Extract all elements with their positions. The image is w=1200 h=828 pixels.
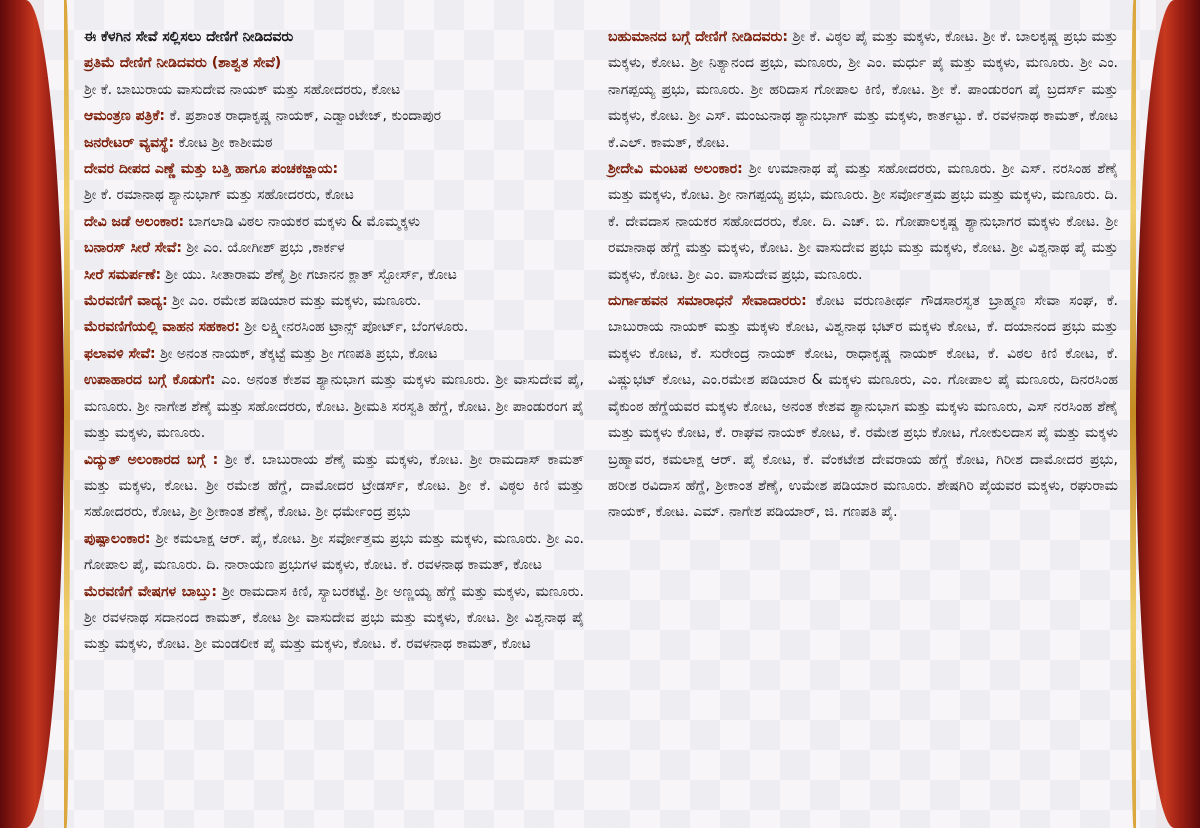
list-item: ಶ್ರೀ ಕೆ. ರಮಾನಾಥ ಶ್ಯಾನುಭಾಗ್ ಮತ್ತು ಸಹೋದರರು, ಕೋಟ [84,187,354,204]
list-item: ಶ್ರೀದೇವಿ ಮಂಟಪ ಅಲಂಕಾರ: ಶ್ರೀ ಉಮಾನಾಥ ಪೈ ಮತ್ತು ಸಹೋದರರು, ಮಣೂರು. ಶ್ರೀ ಎಸ್. ನರಸಿಂಹ ಶೆಣೈ ಮತ್ತು ಮಕ್ಕಳು, ಕೋಟ. ಶ್ರೀ ನಾಗಪ್ಪಯ್ಯ ಪ್ರಭು, ಮಣೂರು. ಶ್ರೀ ಸರ್ವೋತ್ತಮ ಪ್ರಭು ಮತ್ತು ಮಕ್ಕಳು, ಮಣೂರು. ದಿ. ಕೆ. ದೇವದಾಸ ನಾಯಕರ ಸಹೋದರರು, ಕೋ. ದಿ. ಎಚ್. ಬಿ. ಗೋಪಾಲಕೃಷ್ಣ ಶ್ಯಾನುಭಾಗರ ಮಕ್ಕಳು ಕೋಟ. ಶ್ರೀ ರಮಾನಾಥ ಹೆಗ್ಡೆ ಮತ್ತು ಮಕ್ಕಳು, ಕೋಟ. ಶ್ರೀ ವಾಸುದೇವ ಪ್ರಭು ಮತ್ತು ಮಕ್ಕಳು, ಕೋಟ. ಶ್ರೀ ವಿಶ್ವನಾಥ ಪೈ ಮತ್ತು ಮಕ್ಕಳು, ಕೋಟ. ಶ್ರೀ ಎಂ. ವಾಸುದೇವ ಪ್ರಭು, ಮಣೂರು. [608,161,1118,283]
list-item: ದೇವರ ದೀಪದ ಎಣ್ಣೆ ಮತ್ತು ಬತ್ತಿ ಹಾಗೂ ಪಂಚಕಜ್ಜಾಯ: [84,161,339,178]
list-item: ಸೀರೆ ಸಮರ್ಪಣೆ: ಶ್ರೀ ಯು. ಸೀತಾರಾಮ ಶೆಣೈ ಶ್ರೀ ಗಜಾನನ ಕ್ಲಾತ್ ಸ್ಟೋರ್ಸ್, ಕೋಟ [84,266,457,283]
list-item: ಮೆರವಣಿಗೆಯಲ್ಲಿ ವಾಹನ ಸಹಕಾರ: ಶ್ರೀ ಲಕ್ಷ್ಮೀನರಸಿಂಹ ಟ್ರಾನ್ಸ್ ಪೋರ್ಟ್, ಬೆಂಗಳೂರು. [84,319,469,336]
list-item: ದುರ್ಗಾಹವನ ಸಮಾರಾಧನೆ ಸೇವಾದಾರರು: ಕೋಟ ವರುಣತೀರ್ಥ ಗೌಡಸಾರಸ್ವತ ಬ್ರಾಹ್ಮಣ ಸೇವಾ ಸಂಘ, ಕೆ. ಬಾಬುರಾಯ ನಾಯಕ್ ಮತ್ತು ಮಕ್ಕಳು ಕೋಟ, ವಿಶ್ವನಾಥ ಭಟ್‌ರ ಮಕ್ಕಳು ಕೋಟ, ಕೆ. ದಯಾನಂದ ಪ್ರಭು ಮತ್ತು ಮಕ್ಕಳು ಕೋಟ, ಕೆ. ಸುರೇಂದ್ರ ನಾಯಕ್ ಕೋಟ, ರಾಧಾಕೃಷ್ಣ ನಾಯಕ್ ಕೋಟ, ಕೆ. ವಿಠಲ ಕಿಣಿ ಕೋಟ, ಕೆ. ವಿಷ್ಣುಭಟ್ ಕೋಟ, ಎಂ.ರಮೇಶ ಪಡಿಯಾರ & ಮಕ್ಕಳು ಮಣೂರು, ಎಂ. ಗೋಪಾಲ ಪೈ ಮಣೂರು, ದಿನರಸಿಂಹ ವೈಕುಂಠ ಹೆಗ್ಡೆಯವರ ಮಕ್ಕಳು ಕೋಟ, ಅನಂತ ಕೇಶವ ಶ್ಯಾನುಭಾಗ ಮತ್ತು ಮಕ್ಕಳು ಮಣೂರು, ಎಸ್ ನರಸಿಂಹ ಶೆಣೈ ಮತ್ತು ಮಕ್ಕಳು ಕೋಟ, ಕೆ. ರಾಘವ ನಾಯಕ್ ಕೋಟ, ಕೆ. ರಮೇಶ ಪ್ರಭು ಕೋಟ, ಗೋಕುಲದಾಸ ಪೈ ಮತ್ತು ಮಕ್ಕಳು ಬ್ರಹ್ಮಾವರ, ಕಮಲಾಕ್ಷ ಆರ್. ಪೈ ಕೋಟ, ಕೆ. ವೆಂಕಟೇಶ ದೇವರಾಯ ಹೆಗ್ಡೆ ಕೋಟ, ಗಿರೀಶ ದಾಮೋದರ ಪ್ರಭು, ಹರೀಶ ರವಿದಾಸ ಹೆಗ್ಡೆ, ಶ್ರೀಕಾಂತ ಶೆಣೈ, ಉಮೇಶ ಪಡಿಯಾರ ಮಣೂರು. ಶೇಷಗಿರಿ ಪೈಯವರ ಮಕ್ಕಳು, ರಘುರಾಮ ನಾಯಕ್, ಕೋಟ. ಎಮ್. ನಾಗೇಶ ಪಡಿಯಾರ್, ಜಿ. ಗಣಪತಿ ಪೈ. [608,293,1119,521]
list-item: ಪ್ರತಿಮೆ ದೇಣಿಗೆ ನೀಡಿದವರು (ಶಾಶ್ವತ ಸೇವೆ) [84,55,282,72]
list-item: ಶ್ರೀ ಕೆ. ಬಾಬುರಾಯ ವಾಸುದೇವ ನಾಯಕ್ ಮತ್ತು ಸಹೋದರರು, ಕೋಟ [84,81,401,98]
list-item: ಪುಷ್ಪಾಲಂಕಾರ: ಶ್ರೀ ಕಮಲಾಕ್ಷ ಆರ್. ಪೈ, ಕೋಟ. ಶ್ರೀ ಸರ್ವೋತ್ತಮ ಪ್ರಭು ಮತ್ತು ಮಕ್ಕಳು, ಮಣೂರು. ಶ್ರೀ ಎಂ. ಗೋಪಾಲ ಪೈ, ಮಣೂರು. ದಿ. ನಾರಾಯಣ ಪ್ರಭುಗಳ ಮಕ್ಕಳು, ಕೋಟ. ಕೆ. ರವಳನಾಥ ಕಾಮತ್, ಕೋಟ [84,530,584,574]
list-item: ವಿದ್ಯುತ್ ಅಲಂಕಾರದ ಬಗ್ಗೆ : ಶ್ರೀ ಕೆ. ಬಾಬುರಾಯ ಶೆಣೈ ಮತ್ತು ಮಕ್ಕಳು, ಕೋಟ. ಶ್ರೀ ರಾಮದಾಸ್ ಕಾಮತ್ ಮತ್ತು ಮಕ್ಕಳು, ಕೋಟ. ಶ್ರೀ ರಮೇಶ ಹೆಗ್ಡೆ, ದಾಮೋದರ ಟ್ರೇಡರ್ಸ್, ಕೋಟ. ಶ್ರೀ ಕೆ. ವಿಠ್ಠಲ ಕಿಣಿ ಮತ್ತು ಸಹೋದರರು, ಕೋಟ, ಶ್ರೀ ಶ್ರೀಕಾಂತ ಶೆಣೈ, ಕೋಟ. ಶ್ರೀ ಧರ್ಮೇಂದ್ರ ಪ್ರಭು [84,451,584,521]
intro-heading: ಈ ಕೆಳಗಿನ ಸೇವೆ ಸಲ್ಲಿಸಲು ದೇಣಿಗೆ ನೀಡಿದವರು [84,29,294,45]
list-item: ಜನರೇಟರ್ ವ್ಯವಸ್ಥೆ: ಕೋಟ ಶ್ರೀ ಕಾಶೀಮಠ [84,134,273,151]
list-item: ಬಹುಮಾನದ ಬಗ್ಗೆ ದೇಣಿಗೆ ನೀಡಿದವರು: ಶ್ರೀ ಕೆ. ವಿಠ್ಠಲ ಪೈ ಮತ್ತು ಮಕ್ಕಳು, ಕೋಟ. ಶ್ರೀ ಕೆ. ಬಾಲಕೃಷ್ಣ ಪ್ರಭು ಮತ್ತು ಮಕ್ಕಳು, ಕೋಟ. ಶ್ರೀ ನಿತ್ಯಾನಂದ ಪ್ರಭು, ಮಣೂರು, ಶ್ರೀ ಎಂ. ಮರ್ಧು ಪೈ ಮತ್ತು ಮಕ್ಕಳು, ಮಣೂರು. ಶ್ರೀ ಎಂ. ನಾಗಪ್ಪಯ್ಯ ಪ್ರಭು, ಮಣೂರು. ಶ್ರೀ ಹರಿದಾಸ ಗೋಪಾಲ ಕಿಣಿ, ಕೋಟ. ಶ್ರೀ ಕೆ. ಪಾಂಡುರಂಗ ಪೈ ಬ್ರದರ್ಸ್ ಮತ್ತು ಮಕ್ಕಳು, ಕೋಟ. ಶ್ರೀ ಎಸ್. ಮಂಜುನಾಥ ಶ್ಯಾನುಭಾಗ್ ಮತ್ತು ಮಕ್ಕಳು, ಕಾರ್ತಟ್ಟು. ಕೆ. ರವಳನಾಥ ಕಾಮತ್, ಕೋಟ ಕೆ.ಎಲ್. ಕಾಮತ್, ಕೋಟ. [608,29,1118,151]
list-item: ಮೆರವಣಿಗೆ ವೇಷಗಳ ಬಾಬ್ತು: ಶ್ರೀ ರಾಮದಾಸ ಕಿಣಿ, ಸ್ಯಾಬರಕಟ್ಟೆ. ಶ್ರೀ ಅಣ್ಣಯ್ಯ ಹೆಗ್ಡೆ ಮತ್ತು ಮಕ್ಕಳು, ಮಣೂರು. ಶ್ರೀ ರವಳನಾಥ ಸದಾನಂದ ಕಾಮತ್, ಕೋಟ ಶ್ರೀ ವಾಸುದೇವ ಪ್ರಭು ಮತ್ತು ಮಕ್ಕಳು, ಕೋಟ. ಶ್ರೀ ವಿಶ್ವನಾಥ ಪೈ ಮತ್ತು ಮಕ್ಕಳು, ಕೋಟ. ಶ್ರೀ ಮಂಡಲೀಕ ಪೈ ಮತ್ತು ಮಕ್ಕಳು, ಕೋಟ. ಕೆ. ರವಳನಾಥ ಕಾಮತ್, ಕೋಟ [84,583,585,653]
list-item: ಫಲಾವಳಿ ಸೇವೆ: ಶ್ರೀ ಅನಂತ ನಾಯಕ್, ತೆಕ್ಕಟ್ಟೆ ಮತ್ತು ಶ್ರೀ ಗಣಪತಿ ಪ್ರಭು, ಕೋಟ [84,345,438,362]
list-item: ದೇವಿ ಜಡೆ ಅಲಂಕಾರ: ಬಾಗಲಾಡಿ ವಿಠಲ ನಾಯಕರ ಮಕ್ಕಳು & ಮೊಮ್ಮಕ್ಕಳು [84,213,420,230]
right-page-text [608,24,1118,526]
right-page [600,0,1200,828]
list-item: ಆಮಂತ್ರಣ ಪತ್ರಿಕೆ: ಕೆ. ಪ್ರಶಾಂತ ರಾಧಾಕೃಷ್ಣ ನಾಯಕ್, ಎಡ್ವಾಂಟೇಜ್, ಕುಂದಾಪುರ [84,108,442,125]
list-item: ಬನಾರಸ್ ಸೀರೆ ಸೇವೆ: ಶ್ರೀ ಎಂ. ಯೋಗೀಶ್ ಪ್ರಭು ,ಕಾರ್ಕಳ [84,240,345,257]
left-page-text [84,24,584,658]
list-item: ಉಪಾಹಾರದ ಬಗ್ಗೆ ಕೊಡುಗೆ: ಎಂ. ಅನಂತ ಕೇಶವ ಶ್ಯಾನುಭಾಗ ಮತ್ತು ಮಕ್ಕಳು ಮಣೂರು. ಶ್ರೀ ವಾಸುದೇವ ಪೈ, ಮಣೂರು. ಶ್ರೀ ನಾಗೇಶ ಶೆಣೈ ಮತ್ತು ಸಹೋದರರು, ಕೋಟ. ಶ್ರೀಮತಿ ಸರಸ್ವತಿ ಹೆಗ್ಡೆ, ಕೋಟ. ಶ್ರೀ ಪಾಂಡುರಂಗ ಪೈ ಮತ್ತು ಮಕ್ಕಳು, ಮಣೂರು. [84,372,584,442]
list-item: ಮೆರವಣಿಗೆ ವಾದ್ಯ: ಶ್ರೀ ಎಂ. ರಮೇಶ ಪಡಿಯಾರ ಮತ್ತು ಮಕ್ಕಳು, ಮಣೂರು. [84,293,422,310]
